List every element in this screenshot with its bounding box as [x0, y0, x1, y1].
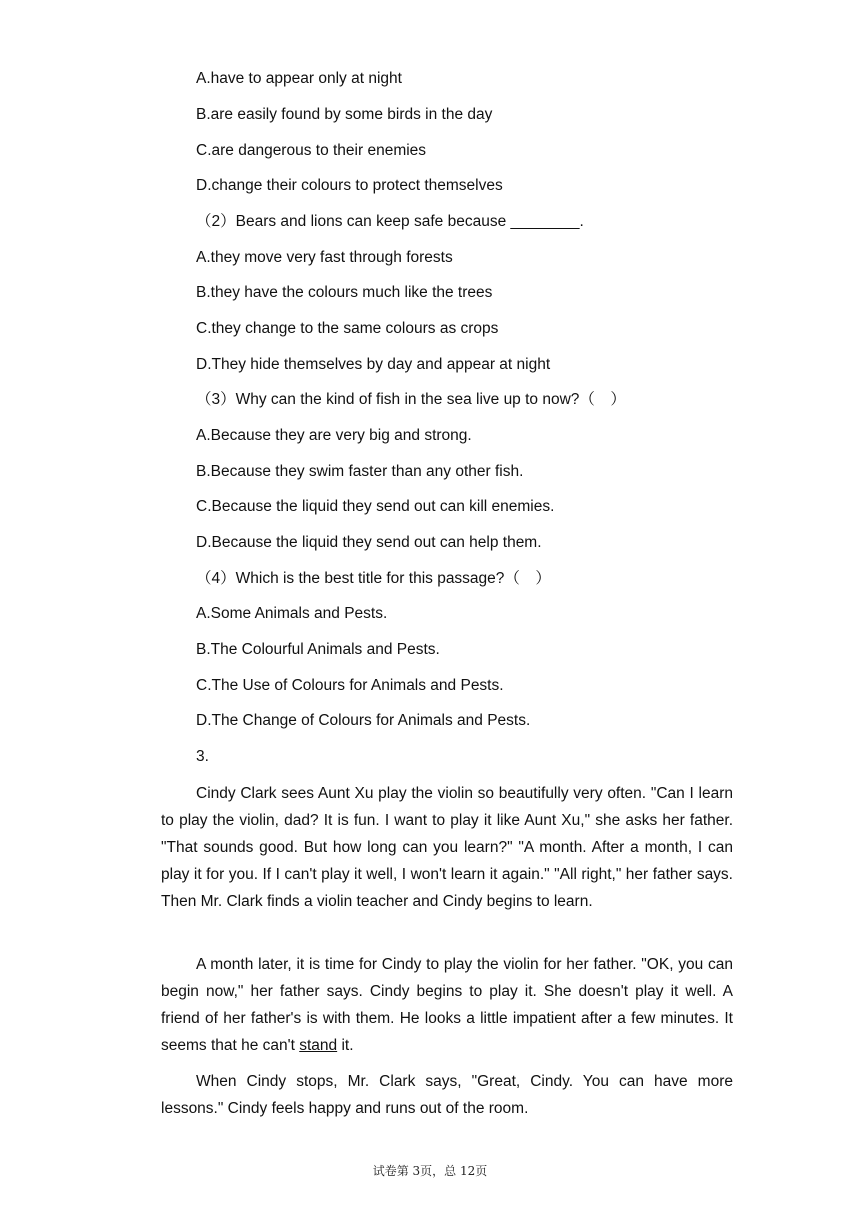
q2-stem: （2）Bears and lions can keep safe because ________.: [196, 213, 584, 230]
q2-option-d: D.They hide themselves by day and appear at night: [196, 356, 551, 373]
q4-stem: （4）Which is the best title for this passage?（ ）: [196, 570, 551, 587]
q3-option-c: C.Because the liquid they send out can kill enemies.: [196, 498, 555, 515]
passage-paragraph-2: [161, 951, 733, 1059]
q3-option-d: D.Because the liquid they send out can help them.: [196, 534, 542, 551]
q3-option-b: B.Because they swim faster than any other fish.: [196, 463, 524, 480]
passage-paragraph-1: Cindy Clark sees Aunt Xu play the violin so beautifully very often. "Can I learn to play the violin, dad? It is fun. I want to play it like Aunt Xu," she asks her father. "That sounds good. But how long can you learn?" "A month. After a month, I can play it for you. If I can't play it well, I won't learn it again." "All right," her father says. Then Mr. Clark finds a violin teacher and Cindy begins to learn.: [161, 785, 733, 910]
q2-option-c: C.they change to the same colours as crops: [196, 320, 499, 337]
q4-option-a: A.Some Animals and Pests.: [196, 605, 388, 622]
underlined-word: stand: [299, 1037, 338, 1054]
q2-option-b: B.they have the colours much like the trees: [196, 284, 493, 301]
passage-paragraph-2-end: it.: [337, 1037, 354, 1054]
q3-option-a: A.Because they are very big and strong.: [196, 427, 472, 444]
q4-option-d: D.The Change of Colours for Animals and Pests.: [196, 712, 531, 729]
section-number: 3.: [196, 748, 209, 765]
q1-option-c: C.are dangerous to their enemies: [196, 142, 427, 159]
q2-option-a: A.they move very fast through forests: [196, 249, 453, 266]
passage-paragraph-3: When Cindy stops, Mr. Clark says, "Great, Cindy. You can have more lessons." Cindy feels happy and runs out of the room.: [161, 1073, 733, 1117]
page-footer: 试卷第 3页，总 12页: [372, 1164, 488, 1178]
q4-option-b: B.The Colourful Animals and Pests.: [196, 641, 440, 658]
passage-paragraph-2-text: A month later, it is time for Cindy to play the violin for her father. "OK, you can begin now," her father says. Cindy begins to play it. She doesn't play it well. A friend of her father's is with them. He looks a little impatient after a few minutes. It seems that he can't: [161, 956, 733, 1054]
q3-stem: （3）Why can the kind of fish in the sea live up to now?（ ）: [196, 391, 626, 408]
q4-option-c: C.The Use of Colours for Animals and Pests.: [196, 677, 504, 694]
q1-option-b: B.are easily found by some birds in the day: [196, 106, 493, 123]
q1-option-a: A.have to appear only at night: [196, 70, 402, 87]
q1-option-d: D.change their colours to protect themselves: [196, 177, 503, 194]
